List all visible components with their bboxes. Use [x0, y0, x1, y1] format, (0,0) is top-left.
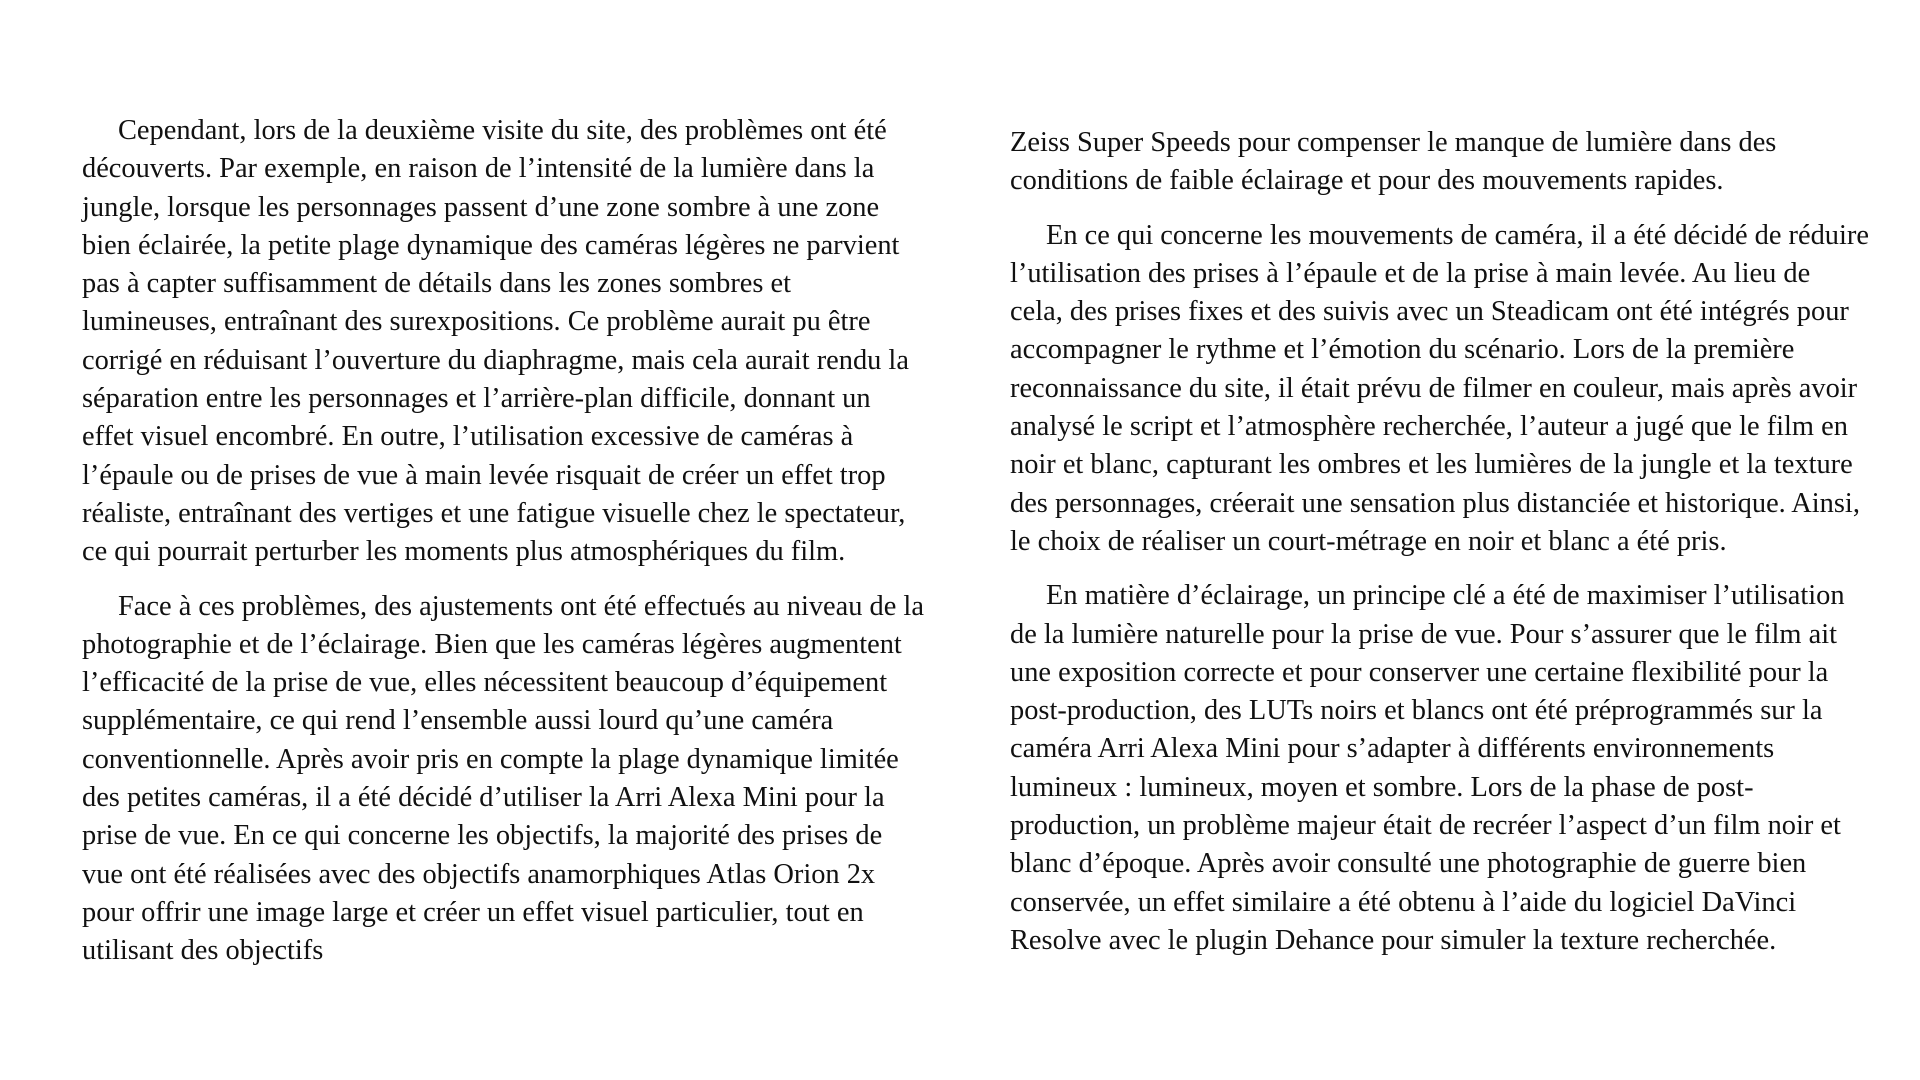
- paragraph: Cependant, lors de la deuxième visite du site, des problèmes ont été découverts. Par exemple, en raison de l’intensité de la lumière dans la jungle, lorsque les personnages passent d’une zone sombre à une zone bien éclairée, la petite plage dynamique des caméras légères ne parvient pas à capter suffisamment de détails dans les zones sombres et lumineuses, entraînant des surexpositions. Ce problème aurait pu être corrigé en réduisant l’ouverture du diaphragme, mais cela aurait rendu la séparation entre les personnages et l’arrière-plan difficile, donnant un effet visuel encombré. En outre, l’utilisation excessive de caméras à l’épaule ou de prises de vue à main levée risquait de créer un effet trop réaliste, entraînant des vertiges et une fatigue visuelle chez le spectateur, ce qui pourrait perturber les moments plus atmosphériques du film.: [82, 115, 909, 568]
- paragraph-continuation: Zeiss Super Speeds pour compenser le manque de lumière dans des conditions de faible éclairage et pour des mouvements rapides.: [1010, 127, 1777, 197]
- paragraph: En matière d’éclairage, un principe clé a été de maximiser l’utilisation de la lumière naturelle pour la prise de vue. Pour s’assurer que le film ait une exposition correcte et pour conserver une certaine flexibilité pour la post-production, des LUTs noirs et blancs ont été préprogrammés sur la caméra Arri Alexa Mini pour s’adapter à différents environnements lumineux : lumineux, moyen et sombre. Lors de la phase de post-production, un problème majeur était de recréer l’aspect d’un film noir et blanc d’époque. Après avoir consulté une photographie de guerre bien conservée, un effet similaire a été obtenu à l’aide du logiciel DaVinci Resolve avec le plugin Dehance pour simuler la texture recherchée.: [1010, 580, 1845, 956]
- left-column: [82, 112, 928, 987]
- paragraph: Face à ces problèmes, des ajustements ont été effectués au niveau de la photographie et de l’éclairage. Bien que les caméras légères augmentent l’efficacité de la prise de vue, elles nécessitent beaucoup d’équipement supplémentaire, ce qui rend l’ensemble aussi lourd qu’une caméra conventionnelle. Après avoir pris en compte la plage dynamique limitée des petites caméras, il a été décidé d’utiliser la Arri Alexa Mini pour la prise de vue. En ce qui concerne les objectifs, la majorité des prises de vue ont été réalisées avec des objectifs anamorphiques Atlas Orion 2x pour offrir une image large et créer un effet visuel particulier, tout en utilisant des objectifs: [82, 590, 924, 967]
- right-column: [1010, 124, 1870, 976]
- paragraph: En ce qui concerne les mouvements de caméra, il a été décidé de réduire l’utilisation des prises à l’épaule et de la prise à main levée. Au lieu de cela, des prises fixes et des suivis avec un Steadicam ont été intégrés pour accompagner le rythme et l’émotion du scénario. Lors de la première reconnaissance du site, il était prévu de filmer en couleur, mais après avoir analysé le script et l’atmosphère recherchée, l’auteur a jugé que le film en noir et blanc, capturant les ombres et les lumières de la jungle et la texture des personnages, créerait une sensation plus distanciée et historique. Ainsi, le choix de réaliser un court-métrage en noir et blanc a été pris.: [1010, 219, 1869, 557]
